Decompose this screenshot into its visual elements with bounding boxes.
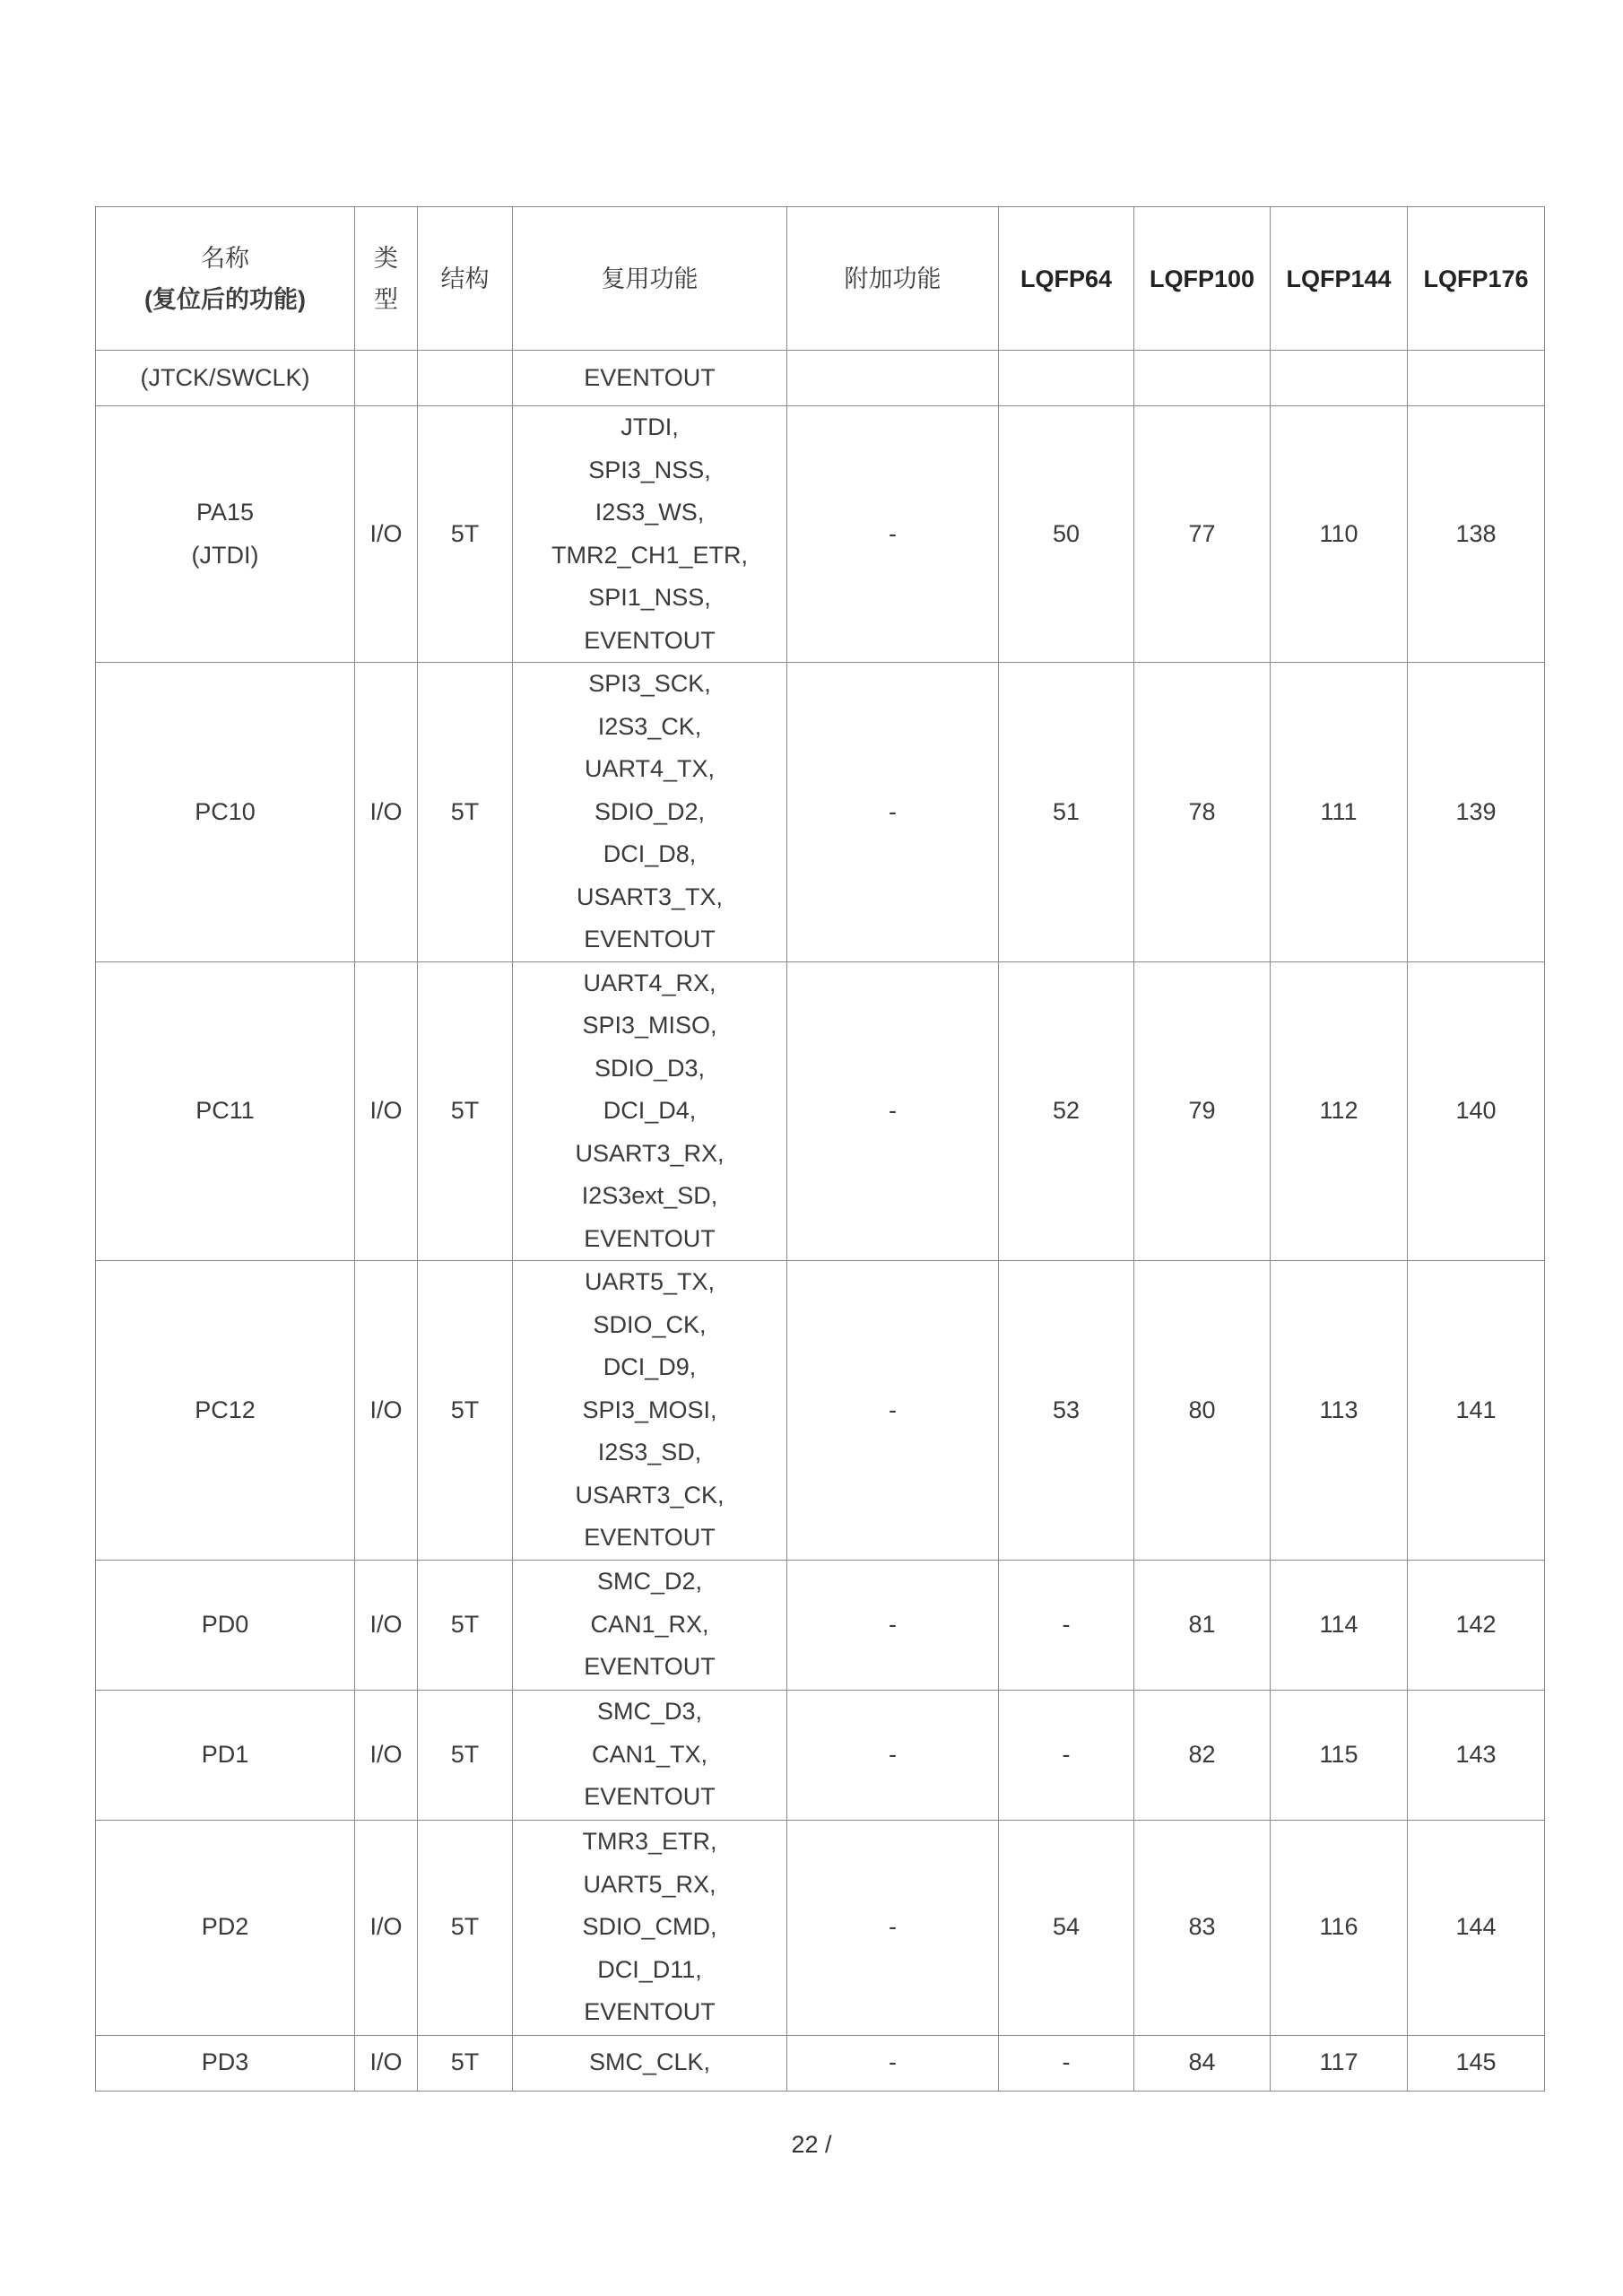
cell-line: PA15 xyxy=(195,499,255,526)
cell-line: UART4_TX, xyxy=(584,755,716,782)
cell-line: PD2 xyxy=(201,1913,249,1941)
cell-lqfp100: 82 xyxy=(1134,1690,1271,1820)
cell-line: SMC_CLK, xyxy=(588,2048,711,2076)
cell-lqfp100 xyxy=(1134,351,1271,406)
cell-type: I/O xyxy=(355,1560,418,1690)
cell-line: DCI_D9, xyxy=(603,1353,697,1380)
cell-line: SPI3_NSS, xyxy=(588,456,711,483)
cell-alt xyxy=(513,961,787,1261)
cell-lqfp144: 113 xyxy=(1271,1261,1408,1561)
cell-line: SMC_D2, xyxy=(596,1568,703,1596)
cell-alt xyxy=(513,351,787,406)
cell-line: SPI3_MISO, xyxy=(582,1012,717,1039)
cell-lqfp144: 111 xyxy=(1271,663,1408,962)
cell-lqfp176: 145 xyxy=(1408,2035,1545,2091)
cell-lqfp144: 117 xyxy=(1271,2035,1408,2091)
cell-line: SDIO_CMD, xyxy=(582,1913,717,1941)
cell-structure: 5T xyxy=(418,1560,513,1690)
header-lqfp144: LQFP144 xyxy=(1271,207,1408,351)
cell-line: PC10 xyxy=(195,797,256,825)
cell-line: DCI_D8, xyxy=(603,840,697,867)
cell-name xyxy=(96,2035,355,2091)
cell-lqfp176: 142 xyxy=(1408,1560,1545,1690)
cell-line: USART3_CK, xyxy=(575,1481,725,1509)
cell-line: PD0 xyxy=(201,1610,249,1638)
table-row xyxy=(96,663,1545,962)
cell-name xyxy=(96,351,355,406)
header-name-line2: (复位后的功能) xyxy=(144,285,306,313)
cell-line: USART3_TX, xyxy=(576,883,724,910)
cell-type xyxy=(355,351,418,406)
cell-name xyxy=(96,1560,355,1690)
cell-structure: 5T xyxy=(418,406,513,663)
cell-lqfp100: 80 xyxy=(1134,1261,1271,1561)
cell-extra: - xyxy=(787,1820,999,2035)
cell-line: I2S3_WS, xyxy=(595,499,705,526)
table-body xyxy=(96,351,1545,2092)
cell-name xyxy=(96,961,355,1261)
table-row xyxy=(96,961,1545,1261)
cell-extra: - xyxy=(787,1690,999,1820)
cell-type: I/O xyxy=(355,961,418,1261)
cell-lqfp176: 138 xyxy=(1408,406,1545,663)
cell-line: SPI3_MOSI, xyxy=(582,1396,717,1423)
cell-line: CAN1_TX, xyxy=(591,1740,708,1768)
table-row xyxy=(96,2035,1545,2091)
cell-lqfp100: 84 xyxy=(1134,2035,1271,2091)
cell-line: EVENTOUT xyxy=(584,1524,716,1551)
cell-lqfp64: - xyxy=(999,1690,1134,1820)
header-type-line1: 类 xyxy=(374,244,398,272)
cell-lqfp144: 115 xyxy=(1271,1690,1408,1820)
cell-lqfp64 xyxy=(999,351,1134,406)
table-row xyxy=(96,1261,1545,1561)
cell-type: I/O xyxy=(355,1261,418,1561)
cell-line: SPI3_SCK, xyxy=(588,670,711,697)
page-number: 22 / xyxy=(791,2131,832,2158)
cell-line: JTDI, xyxy=(621,413,679,440)
cell-name xyxy=(96,663,355,962)
header-lqfp100: LQFP100 xyxy=(1134,207,1271,351)
cell-lqfp64: 50 xyxy=(999,406,1134,663)
table-row xyxy=(96,406,1545,663)
cell-extra: - xyxy=(787,663,999,962)
cell-structure: 5T xyxy=(418,2035,513,2091)
cell-lqfp176: 140 xyxy=(1408,961,1545,1261)
cell-line: (JTCK/SWCLK) xyxy=(140,363,310,391)
cell-name xyxy=(96,1820,355,2035)
cell-line: USART3_RX, xyxy=(575,1139,725,1167)
cell-alt xyxy=(513,406,787,663)
cell-line: SDIO_D3, xyxy=(594,1054,706,1082)
header-structure: 结构 xyxy=(418,207,513,351)
cell-alt xyxy=(513,1820,787,2035)
cell-line: (JTDI) xyxy=(191,541,259,569)
cell-lqfp176: 143 xyxy=(1408,1690,1545,1820)
cell-line: EVENTOUT xyxy=(584,926,716,952)
cell-lqfp100: 83 xyxy=(1134,1820,1271,2035)
header-name xyxy=(96,207,355,351)
cell-lqfp100: 79 xyxy=(1134,961,1271,1261)
cell-structure: 5T xyxy=(418,1690,513,1820)
cell-extra: - xyxy=(787,406,999,663)
cell-extra: - xyxy=(787,1560,999,1690)
table-row xyxy=(96,1560,1545,1690)
cell-line: PD3 xyxy=(201,2048,249,2076)
cell-lqfp64: 54 xyxy=(999,1820,1134,2035)
cell-lqfp144: 114 xyxy=(1271,1560,1408,1690)
cell-type: I/O xyxy=(355,2035,418,2091)
cell-line: EVENTOUT xyxy=(584,1998,716,2026)
cell-lqfp64: 51 xyxy=(999,663,1134,962)
cell-lqfp100: 81 xyxy=(1134,1560,1271,1690)
header-type-line2: 型 xyxy=(374,285,398,313)
cell-line: SPI1_NSS, xyxy=(588,584,711,611)
cell-line: I2S3ext_SD, xyxy=(581,1182,718,1209)
cell-lqfp64: - xyxy=(999,2035,1134,2091)
table-row xyxy=(96,351,1545,406)
cell-lqfp64: 53 xyxy=(999,1261,1134,1561)
cell-line: SDIO_CK, xyxy=(593,1310,707,1338)
cell-extra xyxy=(787,351,999,406)
cell-line: EVENTOUT xyxy=(584,1653,716,1681)
cell-line: UART5_RX, xyxy=(583,1870,716,1898)
cell-type: I/O xyxy=(355,406,418,663)
cell-structure: 5T xyxy=(418,1261,513,1561)
header-row xyxy=(96,207,1545,351)
cell-line: PC12 xyxy=(195,1396,256,1423)
cell-line: UART5_TX, xyxy=(584,1268,716,1295)
cell-type: I/O xyxy=(355,663,418,962)
cell-alt xyxy=(513,1261,787,1561)
cell-alt xyxy=(513,1690,787,1820)
cell-lqfp176: 144 xyxy=(1408,1820,1545,2035)
cell-lqfp64: 52 xyxy=(999,961,1134,1261)
cell-line: EVENTOUT xyxy=(584,363,716,391)
table-row xyxy=(96,1820,1545,2035)
cell-extra: - xyxy=(787,961,999,1261)
cell-line: CAN1_RX, xyxy=(590,1610,709,1638)
header-lqfp176: LQFP176 xyxy=(1408,207,1545,351)
cell-line: PC11 xyxy=(195,1097,255,1124)
cell-name xyxy=(96,406,355,663)
cell-structure: 5T xyxy=(418,663,513,962)
table-header xyxy=(96,207,1545,351)
cell-structure: 5T xyxy=(418,961,513,1261)
cell-lqfp100: 77 xyxy=(1134,406,1271,663)
cell-structure xyxy=(418,351,513,406)
header-name-line1: 名称 xyxy=(201,244,249,272)
cell-lqfp176: 141 xyxy=(1408,1261,1545,1561)
cell-name xyxy=(96,1690,355,1820)
cell-structure: 5T xyxy=(418,1820,513,2035)
cell-line: DCI_D11, xyxy=(597,1955,702,1983)
header-extra-function: 附加功能 xyxy=(787,207,999,351)
cell-lqfp144: 110 xyxy=(1271,406,1408,663)
cell-extra: - xyxy=(787,1261,999,1561)
cell-line: DCI_D4, xyxy=(603,1097,697,1124)
cell-line: SMC_D3, xyxy=(596,1698,703,1726)
cell-line: I2S3_SD, xyxy=(597,1439,702,1465)
header-type xyxy=(355,207,418,351)
pin-definition-table xyxy=(95,206,1545,2092)
cell-line: SDIO_D2, xyxy=(594,797,706,825)
cell-lqfp176: 139 xyxy=(1408,663,1545,962)
cell-line: PD1 xyxy=(201,1740,249,1768)
cell-lqfp64: - xyxy=(999,1560,1134,1690)
header-lqfp64: LQFP64 xyxy=(999,207,1134,351)
cell-type: I/O xyxy=(355,1820,418,2035)
cell-lqfp144: 116 xyxy=(1271,1820,1408,2035)
cell-extra: - xyxy=(787,2035,999,2091)
cell-alt xyxy=(513,1560,787,1690)
cell-lqfp144: 112 xyxy=(1271,961,1408,1261)
cell-alt xyxy=(513,2035,787,2091)
cell-type: I/O xyxy=(355,1690,418,1820)
cell-lqfp100: 78 xyxy=(1134,663,1271,962)
cell-name xyxy=(96,1261,355,1561)
cell-line: TMR2_CH1_ETR, xyxy=(551,541,749,569)
cell-line: TMR3_ETR, xyxy=(582,1828,717,1856)
cell-line: EVENTOUT xyxy=(584,1783,716,1811)
cell-lqfp176 xyxy=(1408,351,1545,406)
header-alt-function: 复用功能 xyxy=(513,207,787,351)
cell-lqfp144 xyxy=(1271,351,1408,406)
cell-line: UART4_RX, xyxy=(583,969,716,996)
cell-line: I2S3_CK, xyxy=(597,712,702,740)
cell-line: EVENTOUT xyxy=(584,1224,716,1252)
table-row xyxy=(96,1690,1545,1820)
cell-alt xyxy=(513,663,787,962)
cell-line: EVENTOUT xyxy=(584,626,716,654)
